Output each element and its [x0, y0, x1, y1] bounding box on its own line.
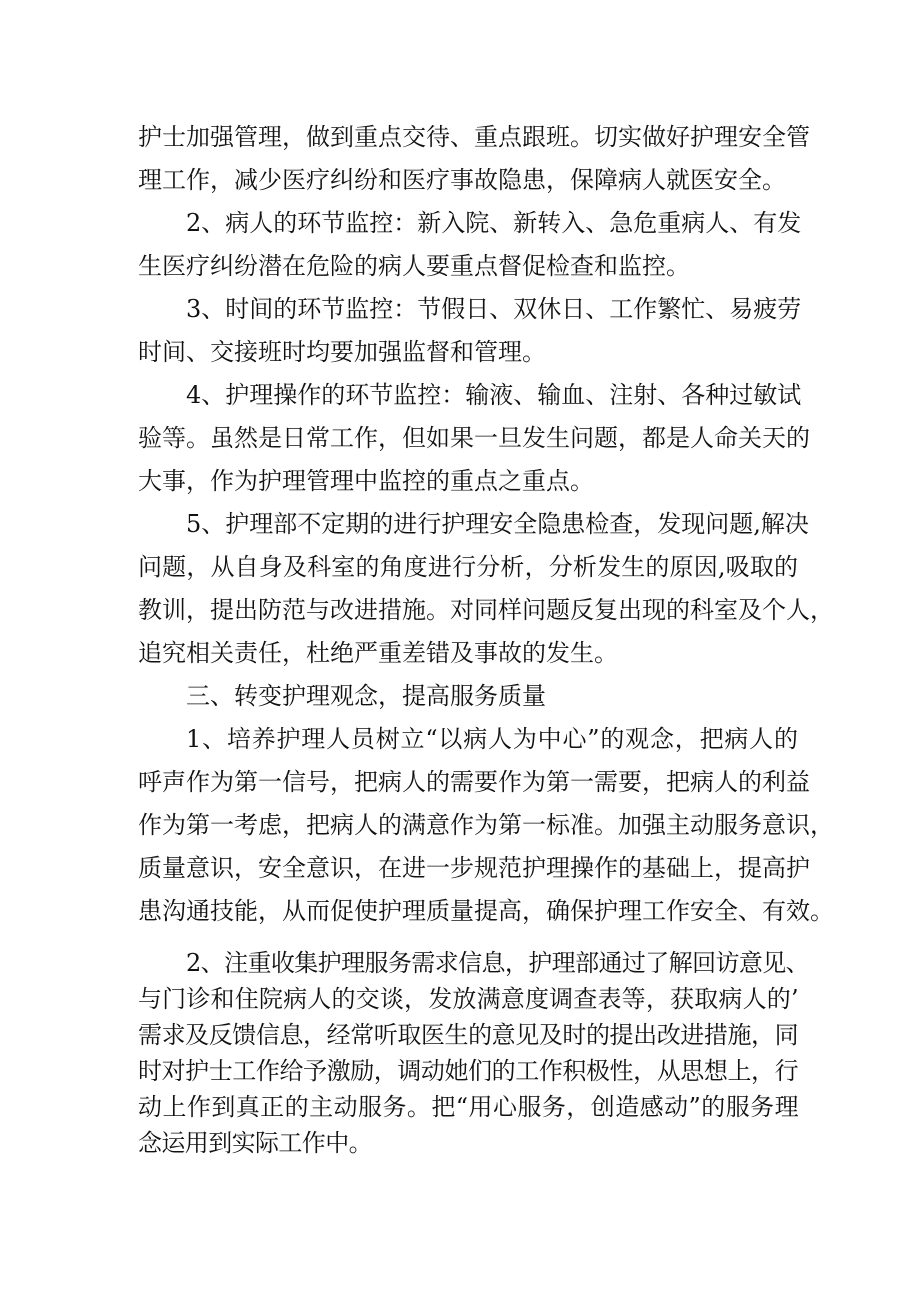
text-line: 需求及反馈信息，经常听取医生的意见及时的提出改进措施，同: [138, 1021, 798, 1049]
text-line: 验等。虽然是日常工作，但如果一旦发生问题，都是人命关天的: [138, 424, 810, 452]
text-line: 与门诊和住院病人的交谈，发放满意度调查表等，获取病人的’: [138, 985, 798, 1013]
text-line: 3、时间的环节监控：节假日、双休日、工作繁忙、易疲劳: [186, 295, 802, 323]
text-line: 2、病人的环节监控：新入院、新转入、急危重病人、有发: [186, 209, 802, 237]
text-line: 5、护理部不定期的进行护理安全隐患检查，发现问题,解决: [186, 510, 809, 538]
text-line: 时间、交接班时均要加强监督和管理。: [138, 338, 546, 366]
section-heading: 三、转变护理观念，提高服务质量: [186, 682, 546, 710]
text-line: 2、注重收集护理服务需求信息，护理部通过了解回访意见、: [186, 949, 810, 977]
text-line: 呼声作为第一信号，把病人的需要作为第一需要，把病人的利益: [138, 768, 810, 796]
text-line: 问题，从自身及科室的角度进行分析，分析发生的原因,吸取的: [138, 553, 798, 581]
text-line: 生医疗纠纷潜在危险的病人要重点督促检查和监控。: [138, 252, 690, 280]
text-line: 大事，作为护理管理中监控的重点之重点。: [138, 467, 594, 495]
text-line: 质量意识，安全意识，在进一步规范护理操作的基础上，提高护: [138, 854, 810, 882]
text-line: 患沟通技能，从而促使护理质量提高，确保护理工作安全、有效。: [138, 897, 834, 925]
text-line: 4、护理操作的环节监控：输液、输血、注射、各种过敏试: [186, 381, 802, 409]
text-line: 护士加强管理，做到重点交待、重点跟班。切实做好护理安全管: [138, 123, 810, 151]
text-line: 作为第一考虑，把病人的满意作为第一标准。加强主动服务意识，: [138, 811, 834, 839]
text-line: 1、培养护理人员树立“以病人为中心”的观念，把病人的: [186, 725, 798, 753]
text-line: 追究相关责任，杜绝严重差错及事故的发生。: [138, 639, 618, 667]
text-line: 理工作，减少医疗纠纷和医疗事故隐患，保障病人就医安全。: [138, 166, 786, 194]
text-line: 教训，提出防范与改进措施。对同样问题反复出现的科室及个人，: [138, 596, 834, 624]
text-line: 动上作到真正的主动服务。把“用心服务，创造感动”的服务理: [138, 1093, 798, 1121]
text-line: 时对护士工作给予激励，调动她们的工作积极性，从思想上，行: [138, 1057, 798, 1085]
text-line: 念运用到实际工作中。: [138, 1129, 372, 1157]
